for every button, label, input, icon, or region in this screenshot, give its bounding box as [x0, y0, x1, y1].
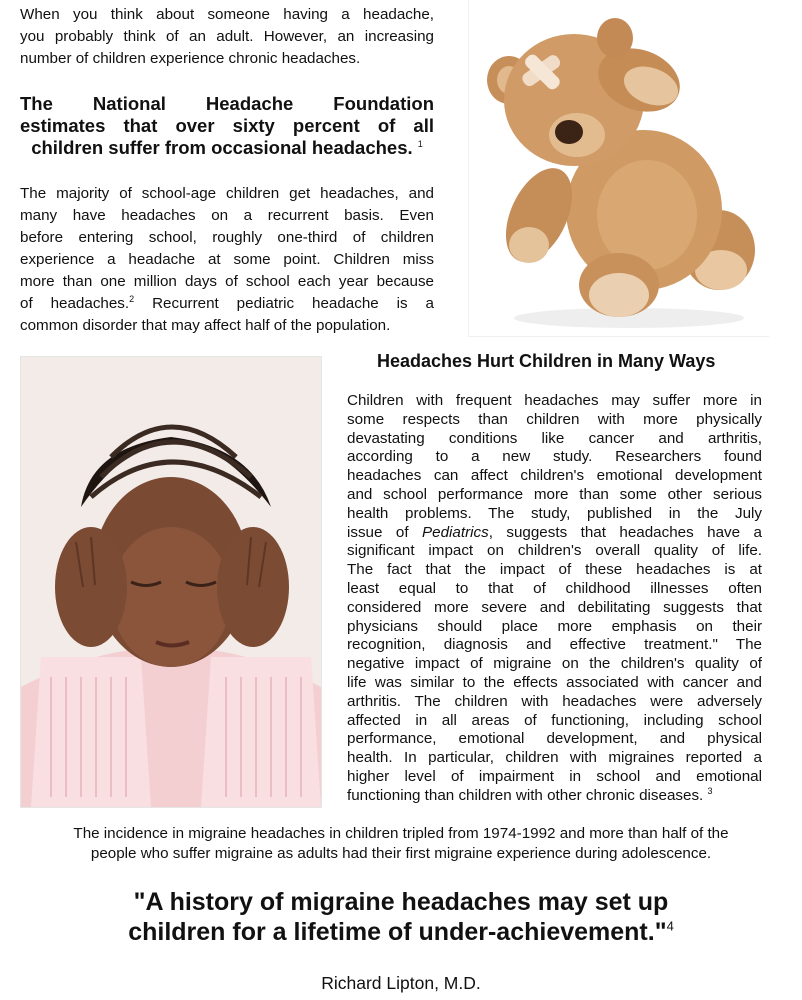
- study-line: arthritis. The children with headaches were adversely: [347, 692, 762, 710]
- stats-line: before entering school, roughly one-third of children: [20, 229, 434, 246]
- teddy-bear-illustration: [469, 0, 769, 336]
- study-line: The fact that the impact of these headaches is at: [347, 561, 762, 579]
- study-line: least equal to that of childhood illnesses often: [347, 579, 762, 597]
- incidence-line: The incidence in migraine headaches in children tripled from 1974-1992 and more than half of the: [73, 825, 729, 842]
- intro-line: number of children experience chronic headaches.: [20, 50, 361, 67]
- study-line: physicians should place more emphasis on their: [347, 617, 762, 635]
- study-line: considered more severe and debilitating suggests that: [347, 598, 762, 616]
- stats-line-prefix: of headaches.: [20, 295, 130, 312]
- footnote-ref-4: 4: [666, 918, 674, 934]
- quote-line-text: children for a lifetime of under-achievement.": [128, 918, 667, 946]
- study-line: recognition, diagnosis and effective treatment." The: [347, 636, 762, 654]
- callout-line: estimates that over sixty percent of all: [20, 115, 434, 136]
- study-line: and school performance more than some other serious: [347, 485, 762, 503]
- girl-illustration: [21, 357, 321, 807]
- pull-quote: [20, 887, 782, 947]
- foundation-callout: [20, 93, 434, 159]
- study-line: health. In particular, children with migraines reported a: [347, 749, 762, 767]
- stats-paragraph: [20, 183, 434, 337]
- study-line: devastating conditions like cancer and arthritis,: [347, 429, 762, 447]
- incidence-line: people who suffer migraine as adults had their first migraine experience during adolescence.: [90, 845, 712, 862]
- journal-name: Pediatrics: [422, 523, 489, 541]
- intro-line: When you think about someone having a headache,: [20, 6, 434, 23]
- study-line-text: functioning than children with other chronic diseases.: [347, 786, 704, 804]
- quote-author: Richard Lipton, M.D.: [321, 973, 481, 993]
- teddy-bear-image: [468, 0, 769, 337]
- study-line: higher level of impairment in school and emotional: [347, 767, 762, 785]
- study-line-rest: suggests that headaches have a: [506, 523, 762, 541]
- stats-line: [20, 293, 434, 315]
- girl-headache-photo: [20, 356, 322, 808]
- footnote-ref-3: 3: [707, 785, 713, 796]
- stats-line: many have headaches on a recurrent basis. Even: [20, 207, 434, 224]
- incidence-statement: [20, 824, 782, 864]
- section-heading: Headaches Hurt Children in Many Ways: [377, 351, 716, 371]
- callout-line-text: children suffer from occasional headaches.: [31, 137, 413, 158]
- callout-line: [20, 137, 434, 159]
- study-line: significant impact on children's overall quality of life.: [347, 542, 762, 560]
- callout-line: The National Headache Foundation: [20, 93, 434, 114]
- study-line: Children with frequent headaches may suffer more in: [347, 392, 762, 409]
- study-line: life was similar to the effects associated with cancer and: [347, 673, 762, 691]
- intro-line: you probably think of an adult. However, an increasing: [20, 28, 434, 45]
- stats-line: The majority of school-age children get headaches, and: [20, 185, 434, 202]
- study-line: performance, emotional development, and physical: [347, 730, 762, 748]
- study-paragraph: [347, 392, 762, 806]
- study-line: health problems. The study, published in the July: [347, 504, 762, 522]
- stats-line: experience a headache at some point. Children miss: [20, 251, 434, 268]
- study-line: [347, 787, 762, 806]
- stats-line: more than one million days of school each year because: [20, 273, 434, 290]
- study-line: affected in all areas of functioning, including school: [347, 711, 762, 729]
- study-line: according to a new study. Researchers found: [347, 448, 762, 466]
- study-line-prefix: issue of: [347, 523, 423, 541]
- quote-line: "A history of migraine headaches may set up: [133, 888, 669, 916]
- study-line: headaches can affect children's emotional development: [347, 467, 762, 485]
- study-line: some respects than children with more physically: [347, 410, 762, 428]
- stats-line-rest: Recurrent pediatric headache is a: [152, 295, 434, 312]
- footnote-ref-2: 2: [129, 293, 135, 304]
- footnote-ref-1: 1: [417, 138, 423, 149]
- study-line: issue of Pediatrics, suggests that headaches have a: [347, 523, 762, 541]
- stats-line: common disorder that may affect half of the population.: [20, 317, 391, 334]
- intro-paragraph: [20, 4, 434, 70]
- study-line: negative impact of migraine on the children's quality of: [347, 655, 762, 673]
- quote-line: [20, 917, 782, 947]
